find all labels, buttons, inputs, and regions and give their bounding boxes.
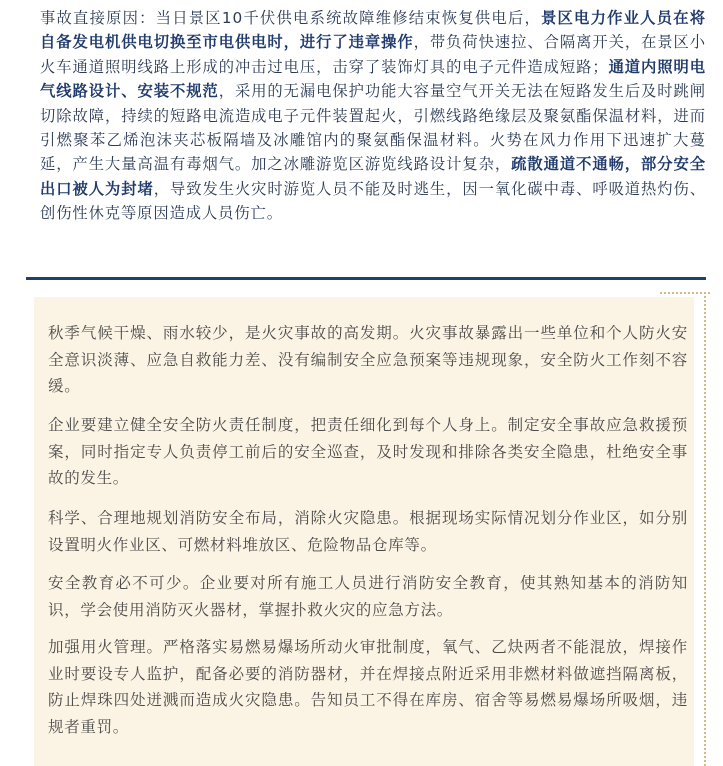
- decorative-dotted-border-right: [704, 292, 706, 766]
- advice-paragraph-responsibility: 企业要建立健全安全防火责任制度，把责任细化到每个人身上。制定安全事故应急救援预案，同时指定专人负责停工前后的安全巡查，及时发现和排除各类安全隐患，杜绝安全事故的发生。: [48, 416, 688, 487]
- advice-paragraph-season: 秋季气候干燥、雨水较少，是火灾事故的高发期。火灾事故暴露出一些单位和个人防火安全意识淡薄、应急自救能力差、没有编制安全应急预案等违规现象，安全防火工作刻不容缓。: [48, 324, 688, 395]
- cause-emphasis-operation: 景区电力作业人员在将自备发电机供电切换至市电供电时，进行了违章操作: [40, 9, 706, 52]
- cause-text-segment: ，采用的无漏电保护功能大容量空气开关无法在短路发生后及时跳闸切除故障，持续的短路电流造成电子元件装置起火，引燃线路绝缘层及聚氨酯保温材料，进而引燃聚苯乙烯泡沫夹芯板隔墙及冰雕馆内的聚氨酯保温材料。火势在风力作用下迅速扩大蔓延，产生大量高温有毒烟气。加之冰雕游览区游览线路设计复杂，: [40, 82, 706, 174]
- advice-paragraph-education: 安全教育必不可少。企业要对所有施工人员进行消防安全教育，使其熟知基本的消防知识，学会使用消防灭火器材，掌握扑救火灾的应急方法。: [48, 574, 688, 619]
- cause-text-segment: ，带负荷快速拉、合隔离开关，在景区小火车通道照明线路上形成的冲击过电压，击穿了装饰灯具的电子元件造成短路；: [40, 33, 707, 76]
- decorative-dotted-border-top: [660, 292, 710, 294]
- cause-emphasis-wiring: 通道内照明电气线路设计、安装不规范: [40, 57, 706, 101]
- section-divider: [26, 277, 706, 280]
- advice-paragraph-layout: 科学、合理地规划消防安全布局，消除火灾隐患。根据现场实际情况划分作业区，如分别设置明火作业区、可燃材料堆放区、危险物品仓库等。: [48, 509, 688, 554]
- cause-text-segment: 事故直接原因：当日景区10千伏供电系统故障维修结束恢复供电后，: [40, 9, 541, 27]
- cause-emphasis-evacuation: 疏散通道不通畅，部分安全出口被人为封堵: [40, 155, 706, 198]
- accident-cause-section: [0, 0, 723, 282]
- advice-paragraph-fire-management: 加强用火管理。严格落实易燃易爆场所动火审批制度，氧气、乙炔两者不能混放，焊接作业时要设专人监护，配备必要的消防器材，并在焊接点附近采用非燃材料做遮挡隔离板，防止焊珠四处迸溅而造成火灾隐患。告知员工不得在库房、宿舍等易燃易爆场所吸烟，违规者重罚。: [48, 638, 688, 736]
- cause-text-segment: ，导致发生火灾时游览人员不能及时逃生，因一氧化碳中毒、呼吸道热灼伤、创伤性休克等原因造成人员伤亡。: [40, 179, 706, 223]
- accident-cause-paragraph: [40, 6, 706, 226]
